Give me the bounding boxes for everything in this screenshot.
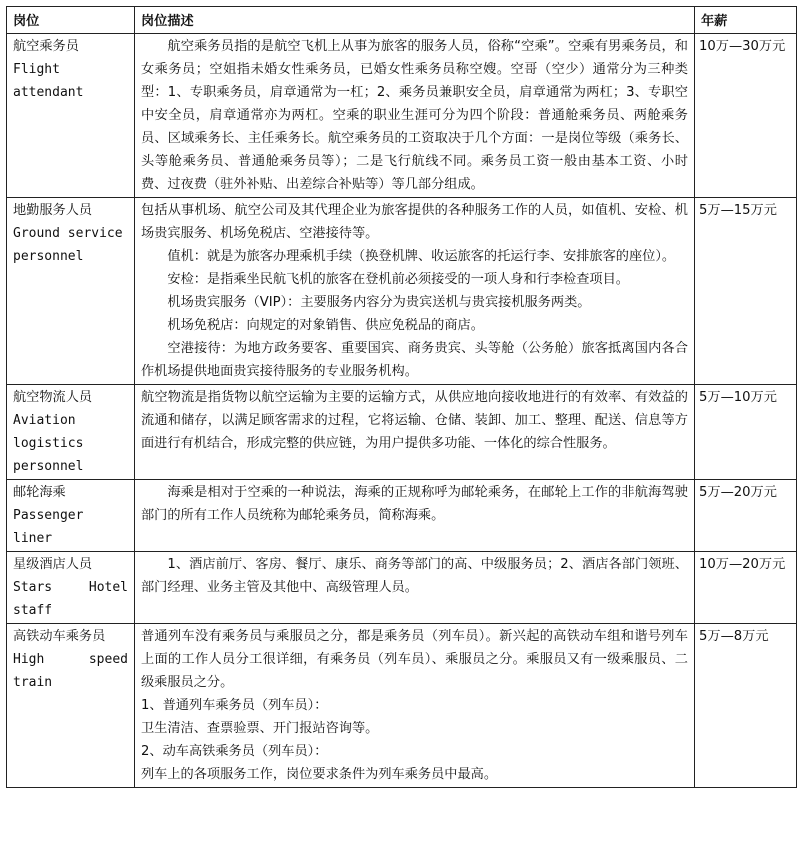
description-paragraph: 包括从事机场、航空公司及其代理企业为旅客提供的各种服务工作的人员，如值机、安检、机场贵宾服务、机场免税店、空港接待等。: [141, 203, 688, 241]
position-title-en: Ground service personnel: [13, 226, 123, 264]
description-cell: [135, 552, 695, 624]
table-row: [7, 34, 797, 198]
description-cell: [135, 624, 695, 788]
position-title-zh: 航空物流人员: [13, 390, 93, 405]
salary-cell: 5万—15万元: [695, 198, 797, 385]
description-paragraph: 1、普通列车乘务员（列车员）：: [141, 698, 328, 713]
description-paragraph: 普通列车没有乘务员与乘服员之分，都是乘务员（列车员）。新兴起的高铁动车组和谐号列车上面的工作人员分工很详细，有乘务员（列车员）、乘服员之分。乘服员又有一级乘服员、二级乘服员之分。: [141, 629, 688, 690]
position-cell: [7, 480, 135, 552]
header-description: 岗位描述: [135, 7, 695, 34]
jobs-table: [6, 6, 797, 788]
header-salary: 年薪: [695, 7, 797, 34]
description-paragraph: 列车上的各项服务工作，岗位要求条件为列车乘务员中最高。: [141, 767, 498, 782]
position-title-zh: 高铁动车乘务员: [13, 629, 106, 644]
salary-cell: 5万—10万元: [695, 385, 797, 480]
description-cell: [135, 385, 695, 480]
description-paragraph: 空港接待：为地方政务要客、重要国宾、商务贵宾、头等舱（公务舱）旅客抵离国内各合作机场提供地面贵宾接待服务的专业服务机构。: [141, 341, 688, 379]
position-title-en: Aviation logistics personnel: [13, 413, 84, 474]
salary-cell: 5万—20万元: [695, 480, 797, 552]
position-title-en: Stars Hotel staff: [13, 580, 128, 618]
table-row: [7, 480, 797, 552]
position-title-zh: 航空乘务员: [13, 39, 79, 54]
position-cell: [7, 624, 135, 788]
table-row: [7, 198, 797, 385]
position-title-en: Passenger liner: [13, 508, 84, 546]
position-cell: [7, 34, 135, 198]
position-cell: [7, 385, 135, 480]
table-row: [7, 624, 797, 788]
description-cell: [135, 480, 695, 552]
salary-cell: 10万—20万元: [695, 552, 797, 624]
position-title-zh: 地勤服务人员: [13, 203, 93, 218]
description-paragraph: 卫生清洁、查票验票、开门报站咨询等。: [141, 721, 379, 736]
description-paragraph: 航空乘务员指的是航空飞机上从事为旅客的服务人员，俗称“空乘”。空乘有男乘务员，和女乘务员；空姐指未婚女性乘务员，已婚女性乘务员称空嫂。空哥（空少）通常分为三种类型：1、专职乘务员，肩章通常为一杠；2、乘务员兼职安全员，肩章通常为两杠；3、专职空中安全员，肩章通常亦为两杠。空乘的职业生涯可分为四个阶段：普通舱乘务员、两舱乘务员、区域乘务长、主任乘务长。航空乘务员的工资取决于几个方面：一是岗位等级（乘务长、头等舱乘务员、普通舱乘务员等）；二是飞行航线不同。乘务员工资一般由基本工资、小时费、过夜费（驻外补贴、出差综合补贴等）等几部分组成。: [141, 39, 688, 192]
position-cell: [7, 552, 135, 624]
position-title-zh: 星级酒店人员: [13, 557, 93, 572]
table-row: [7, 385, 797, 480]
description-paragraph: 机场贵宾服务（VIP）：主要服务内容分为贵宾送机与贵宾接机服务两类。: [167, 295, 591, 310]
header-row: [7, 7, 797, 34]
description-paragraph: 航空物流是指货物以航空运输为主要的运输方式，从供应地向接收地进行的有效率、有效益的流通和储存，以满足顾客需求的过程，它将运输、仓储、装卸、加工、整理、配送、信息等方面进行有机结合，形成完整的供应链，为用户提供多功能、一体化的综合性服务。: [141, 390, 688, 451]
position-title-zh: 邮轮海乘: [13, 485, 66, 500]
description-cell: [135, 198, 695, 385]
position-title-en: Flight attendant: [13, 62, 84, 100]
position-cell: [7, 198, 135, 385]
table-row: [7, 552, 797, 624]
header-position: 岗位: [7, 7, 135, 34]
description-paragraph: 机场免税店：向规定的对象销售、供应免税品的商店。: [167, 318, 484, 333]
description-paragraph: 1、酒店前厅、客房、餐厅、康乐、商务等部门的高、中级服务员；2、酒店各部门领班、部门经理、业务主管及其他中、高级管理人员。: [141, 557, 688, 595]
description-paragraph: 值机：就是为旅客办理乘机手续（换登机牌、收运旅客的托运行李、安排旅客的座位）。: [167, 249, 676, 264]
description-paragraph: 海乘是相对于空乘的一种说法，海乘的正规称呼为邮轮乘务，在邮轮上工作的非航海驾驶部门的所有工作人员统称为邮轮乘务员，简称海乘。: [141, 485, 688, 523]
salary-cell: 5万—8万元: [695, 624, 797, 788]
position-title-en: High speed train: [13, 652, 128, 690]
description-paragraph: 2、动车高铁乘务员（列车员）：: [141, 744, 328, 759]
salary-cell: 10万—30万元: [695, 34, 797, 198]
description-paragraph: 安检：是指乘坐民航飞机的旅客在登机前必须接受的一项人身和行李检查项目。: [167, 272, 629, 287]
description-cell: [135, 34, 695, 198]
